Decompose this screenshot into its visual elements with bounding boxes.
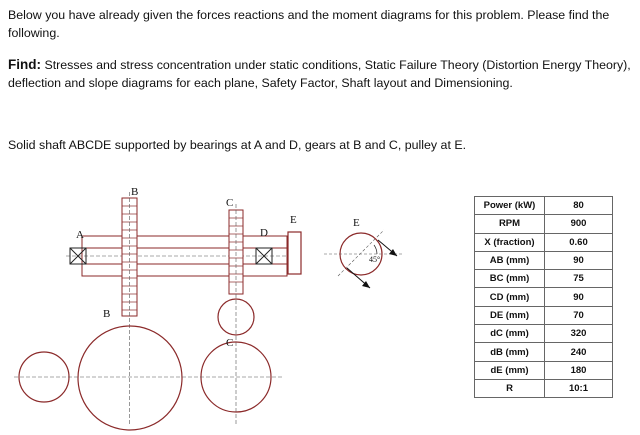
- table-row: [475, 270, 613, 288]
- row-value: 10:1: [545, 379, 613, 397]
- label-e-side: E: [353, 217, 360, 229]
- pulley-e-end-view: [324, 230, 404, 288]
- label-b-bottom: B: [103, 308, 111, 320]
- row-label: RPM: [475, 215, 545, 233]
- row-label: DE (mm): [475, 306, 545, 324]
- label-e: E: [290, 214, 297, 226]
- gear-b-side: [122, 198, 137, 316]
- row-value: 320: [545, 325, 613, 343]
- problem-statement: Solid shaft ABCDE supported by bearings at A and D, gears at B and C, pulley at E.: [8, 138, 467, 152]
- gear-b-bottom: [19, 326, 182, 430]
- table-row: [475, 288, 613, 306]
- row-value: 240: [545, 343, 613, 361]
- row-label: CD (mm): [475, 288, 545, 306]
- table-row: [475, 306, 613, 324]
- row-value: 90: [545, 288, 613, 306]
- label-d: D: [260, 227, 268, 239]
- find-label: Find:: [8, 57, 41, 72]
- label-c-top: C: [226, 197, 234, 209]
- intro-text: Below you have already given the forces reactions and the moment diagrams for this problem. Please find the following.: [8, 8, 610, 40]
- table-row: [475, 215, 613, 233]
- parameters-table: [474, 196, 613, 398]
- row-value: 0.60: [545, 233, 613, 251]
- table-row: [475, 343, 613, 361]
- row-value: 70: [545, 306, 613, 324]
- table-row: [475, 251, 613, 269]
- label-c-bottom: C: [226, 337, 234, 349]
- row-value: 75: [545, 270, 613, 288]
- row-value: 900: [545, 215, 613, 233]
- angle-label: 45°: [369, 255, 381, 264]
- row-label: Power (kW): [475, 197, 545, 215]
- row-label: BC (mm): [475, 270, 545, 288]
- row-value: 90: [545, 251, 613, 269]
- row-label: dB (mm): [475, 343, 545, 361]
- row-label: X (fraction): [475, 233, 545, 251]
- table-row: [475, 197, 613, 215]
- row-label: dC (mm): [475, 325, 545, 343]
- row-label: R: [475, 379, 545, 397]
- table-row: [475, 361, 613, 379]
- row-value: 180: [545, 361, 613, 379]
- row-label: dE (mm): [475, 361, 545, 379]
- table-row: [475, 379, 613, 397]
- find-text: Stresses and stress concentration under static conditions, Static Failure Theory (Distortion Energy Theory), deflection and slope diagrams for each plane, Safety Factor, Shaft layout and Dimensioning.: [8, 58, 631, 90]
- table-row: [475, 233, 613, 251]
- row-label: AB (mm): [475, 251, 545, 269]
- label-b-top: B: [131, 186, 139, 198]
- table-row: [475, 325, 613, 343]
- label-a: A: [76, 229, 84, 241]
- pulley-e-side: [288, 232, 301, 274]
- row-value: 80: [545, 197, 613, 215]
